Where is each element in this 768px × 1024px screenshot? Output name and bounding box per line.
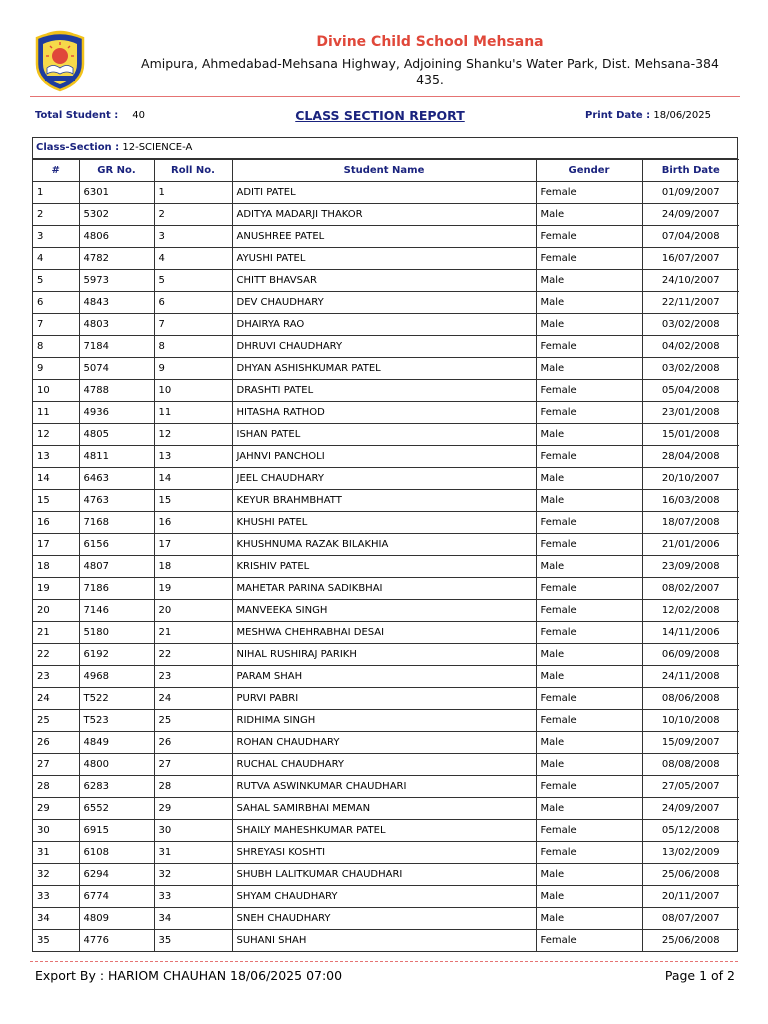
table-row — [33, 688, 739, 710]
roll-no: 17 — [154, 534, 232, 556]
class-section — [33, 138, 737, 159]
gender: Female — [536, 820, 642, 842]
gr-no: 4807 — [79, 556, 154, 578]
table-row — [33, 226, 739, 248]
birth-date: 15/09/2007 — [642, 732, 739, 754]
roll-no: 18 — [154, 556, 232, 578]
table-row — [33, 908, 739, 930]
birth-date: 28/04/2008 — [642, 446, 739, 468]
gender: Female — [536, 512, 642, 534]
gender: Female — [536, 776, 642, 798]
table-row — [33, 182, 739, 204]
student-name: KEYUR BRAHMBHATT — [232, 490, 536, 512]
roll-no: 5 — [154, 270, 232, 292]
gr-no: 7184 — [79, 336, 154, 358]
row-index: 30 — [33, 820, 79, 842]
student-name: AYUSHI PATEL — [232, 248, 536, 270]
gender: Female — [536, 182, 642, 204]
school-crest-logo — [31, 30, 89, 92]
table-row — [33, 710, 739, 732]
roll-no: 7 — [154, 314, 232, 336]
table-row — [33, 622, 739, 644]
footer-divider — [30, 961, 738, 962]
gender: Female — [536, 336, 642, 358]
gr-no: 6915 — [79, 820, 154, 842]
birth-date: 16/07/2007 — [642, 248, 739, 270]
header-index: # — [33, 160, 79, 182]
table-row — [33, 732, 739, 754]
student-name: SHUBH LALITKUMAR CHAUDHARI — [232, 864, 536, 886]
birth-date: 24/09/2007 — [642, 204, 739, 226]
gr-no: 6463 — [79, 468, 154, 490]
birth-date: 03/02/2008 — [642, 358, 739, 380]
table-row — [33, 424, 739, 446]
student-name: ISHAN PATEL — [232, 424, 536, 446]
roll-no: 10 — [154, 380, 232, 402]
birth-date: 20/10/2007 — [642, 468, 739, 490]
student-name: RUTVA ASWINKUMAR CHAUDHARI — [232, 776, 536, 798]
table-row — [33, 380, 739, 402]
table-row — [33, 512, 739, 534]
roll-no: 27 — [154, 754, 232, 776]
gr-no: 6156 — [79, 534, 154, 556]
roll-no: 14 — [154, 468, 232, 490]
row-index: 11 — [33, 402, 79, 424]
roll-no: 34 — [154, 908, 232, 930]
roll-no: 31 — [154, 842, 232, 864]
gender: Male — [536, 204, 642, 226]
gender: Male — [536, 732, 642, 754]
roll-no: 6 — [154, 292, 232, 314]
gr-no: 7186 — [79, 578, 154, 600]
gender: Female — [536, 380, 642, 402]
roll-no: 35 — [154, 930, 232, 952]
row-index: 19 — [33, 578, 79, 600]
gender: Female — [536, 248, 642, 270]
gender: Female — [536, 226, 642, 248]
row-index: 9 — [33, 358, 79, 380]
gender: Male — [536, 270, 642, 292]
total-student-value: 40 — [132, 110, 145, 121]
birth-date: 23/01/2008 — [642, 402, 739, 424]
roll-no: 28 — [154, 776, 232, 798]
gr-no: 7168 — [79, 512, 154, 534]
row-index: 7 — [33, 314, 79, 336]
gr-no: 4968 — [79, 666, 154, 688]
table-row — [33, 534, 739, 556]
birth-date: 24/11/2008 — [642, 666, 739, 688]
roll-no: 2 — [154, 204, 232, 226]
roll-no: 4 — [154, 248, 232, 270]
row-index: 15 — [33, 490, 79, 512]
student-table-container — [32, 137, 738, 952]
gr-no: 5302 — [79, 204, 154, 226]
gr-no: 4849 — [79, 732, 154, 754]
student-name: PURVI PABRI — [232, 688, 536, 710]
table-row — [33, 776, 739, 798]
row-index: 20 — [33, 600, 79, 622]
row-index: 29 — [33, 798, 79, 820]
table-row — [33, 446, 739, 468]
table-row — [33, 578, 739, 600]
birth-date: 08/07/2007 — [642, 908, 739, 930]
birth-date: 10/10/2008 — [642, 710, 739, 732]
roll-no: 30 — [154, 820, 232, 842]
student-table — [33, 159, 739, 951]
row-index: 28 — [33, 776, 79, 798]
row-index: 2 — [33, 204, 79, 226]
gender: Female — [536, 578, 642, 600]
student-name: SHREYASI KOSHTI — [232, 842, 536, 864]
roll-no: 12 — [154, 424, 232, 446]
table-row — [33, 336, 739, 358]
roll-no: 19 — [154, 578, 232, 600]
row-index: 33 — [33, 886, 79, 908]
table-row — [33, 248, 739, 270]
row-index: 13 — [33, 446, 79, 468]
gr-no: 5074 — [79, 358, 154, 380]
student-name: DEV CHAUDHARY — [232, 292, 536, 314]
gr-no: 4806 — [79, 226, 154, 248]
roll-no: 29 — [154, 798, 232, 820]
gr-no: 6301 — [79, 182, 154, 204]
row-index: 31 — [33, 842, 79, 864]
student-name: SAHAL SAMIRBHAI MEMAN — [232, 798, 536, 820]
header-gender: Gender — [536, 160, 642, 182]
print-date — [585, 110, 711, 121]
school-address: Amipura, Ahmedabad-Mehsana Highway, Adjoining Shanku's Water Park, Dist. Mehsana-384 435. — [141, 56, 719, 87]
student-name: KHUSHNUMA RAZAK BILAKHIA — [232, 534, 536, 556]
student-name: ROHAN CHAUDHARY — [232, 732, 536, 754]
gender: Male — [536, 424, 642, 446]
gr-no: 6283 — [79, 776, 154, 798]
birth-date: 08/08/2008 — [642, 754, 739, 776]
gr-no: 4763 — [79, 490, 154, 512]
roll-no: 22 — [154, 644, 232, 666]
row-index: 21 — [33, 622, 79, 644]
table-row — [33, 644, 739, 666]
gender: Male — [536, 798, 642, 820]
birth-date: 24/10/2007 — [642, 270, 739, 292]
student-name: JAHNVI PANCHOLI — [232, 446, 536, 468]
birth-date: 08/02/2007 — [642, 578, 739, 600]
student-name: SHYAM CHAUDHARY — [232, 886, 536, 908]
birth-date: 07/04/2008 — [642, 226, 739, 248]
gender: Female — [536, 710, 642, 732]
birth-date: 21/01/2006 — [642, 534, 739, 556]
gr-no: T522 — [79, 688, 154, 710]
student-name: PARAM SHAH — [232, 666, 536, 688]
table-row — [33, 556, 739, 578]
gr-no: 4809 — [79, 908, 154, 930]
row-index: 3 — [33, 226, 79, 248]
gender: Male — [536, 314, 642, 336]
header-student-name: Student Name — [232, 160, 536, 182]
row-index: 32 — [33, 864, 79, 886]
gr-no: 4803 — [79, 314, 154, 336]
gender: Male — [536, 358, 642, 380]
export-info: Export By : HARIOM CHAUHAN 18/06/2025 07:00 — [35, 968, 343, 983]
table-header-row — [33, 160, 739, 182]
table-row — [33, 402, 739, 424]
birth-date: 12/02/2008 — [642, 600, 739, 622]
gr-no: 5180 — [79, 622, 154, 644]
roll-no: 16 — [154, 512, 232, 534]
birth-date: 27/05/2007 — [642, 776, 739, 798]
student-name: ADITYA MADARJI THAKOR — [232, 204, 536, 226]
student-name: ADITI PATEL — [232, 182, 536, 204]
print-date-label: Print Date : — [585, 110, 651, 121]
roll-no: 3 — [154, 226, 232, 248]
table-row — [33, 600, 739, 622]
gender: Female — [536, 930, 642, 952]
total-student — [35, 110, 145, 121]
student-name: RIDHIMA SINGH — [232, 710, 536, 732]
table-body — [33, 182, 739, 952]
gr-no: 6774 — [79, 886, 154, 908]
roll-no: 25 — [154, 710, 232, 732]
birth-date: 25/06/2008 — [642, 864, 739, 886]
gender: Male — [536, 886, 642, 908]
table-row — [33, 798, 739, 820]
student-name: RUCHAL CHAUDHARY — [232, 754, 536, 776]
birth-date: 03/02/2008 — [642, 314, 739, 336]
row-index: 6 — [33, 292, 79, 314]
roll-no: 32 — [154, 864, 232, 886]
gender: Female — [536, 402, 642, 424]
student-name: DHYAN ASHISHKUMAR PATEL — [232, 358, 536, 380]
gr-no: 4776 — [79, 930, 154, 952]
table-row — [33, 468, 739, 490]
row-index: 18 — [33, 556, 79, 578]
table-row — [33, 490, 739, 512]
gr-no: 6294 — [79, 864, 154, 886]
table-row — [33, 358, 739, 380]
student-name: KHUSHI PATEL — [232, 512, 536, 534]
table-row — [33, 270, 739, 292]
roll-no: 8 — [154, 336, 232, 358]
birth-date: 13/02/2009 — [642, 842, 739, 864]
gender: Female — [536, 534, 642, 556]
student-name: MESHWA CHEHRABHAI DESAI — [232, 622, 536, 644]
roll-no: 20 — [154, 600, 232, 622]
table-row — [33, 886, 739, 908]
roll-no: 1 — [154, 182, 232, 204]
gender: Female — [536, 622, 642, 644]
gender: Male — [536, 666, 642, 688]
roll-no: 9 — [154, 358, 232, 380]
roll-no: 21 — [154, 622, 232, 644]
student-name: NIHAL RUSHIRAJ PARIKH — [232, 644, 536, 666]
table-row — [33, 314, 739, 336]
row-index: 27 — [33, 754, 79, 776]
gender: Male — [536, 908, 642, 930]
gender: Female — [536, 600, 642, 622]
gender: Male — [536, 754, 642, 776]
student-name: SHAILY MAHESHKUMAR PATEL — [232, 820, 536, 842]
roll-no: 26 — [154, 732, 232, 754]
student-name: DHAIRYA RAO — [232, 314, 536, 336]
row-index: 23 — [33, 666, 79, 688]
header-gr-no: GR No. — [79, 160, 154, 182]
row-index: 34 — [33, 908, 79, 930]
gr-no: 4811 — [79, 446, 154, 468]
gr-no: 4843 — [79, 292, 154, 314]
table-row — [33, 864, 739, 886]
gender: Male — [536, 490, 642, 512]
print-date-value: 18/06/2025 — [653, 110, 711, 121]
page-number: Page 1 of 2 — [664, 968, 735, 983]
gr-no: 4936 — [79, 402, 154, 424]
birth-date: 18/07/2008 — [642, 512, 739, 534]
header-roll-no: Roll No. — [154, 160, 232, 182]
row-index: 24 — [33, 688, 79, 710]
class-section-label: Class-Section : — [36, 142, 120, 153]
roll-no: 33 — [154, 886, 232, 908]
row-index: 26 — [33, 732, 79, 754]
gr-no: 4782 — [79, 248, 154, 270]
report-title: CLASS SECTION REPORT — [295, 108, 465, 123]
row-index: 35 — [33, 930, 79, 952]
gr-no: 4800 — [79, 754, 154, 776]
student-name: DHRUVI CHAUDHARY — [232, 336, 536, 358]
student-name: CHITT BHAVSAR — [232, 270, 536, 292]
class-section-value: 12-SCIENCE-A — [122, 142, 193, 153]
row-index: 14 — [33, 468, 79, 490]
table-row — [33, 204, 739, 226]
student-name: DRASHTI PATEL — [232, 380, 536, 402]
birth-date: 24/09/2007 — [642, 798, 739, 820]
student-name: KRISHIV PATEL — [232, 556, 536, 578]
birth-date: 22/11/2007 — [642, 292, 739, 314]
roll-no: 23 — [154, 666, 232, 688]
gender: Male — [536, 468, 642, 490]
row-index: 17 — [33, 534, 79, 556]
student-name: ANUSHREE PATEL — [232, 226, 536, 248]
row-index: 12 — [33, 424, 79, 446]
birth-date: 04/02/2008 — [642, 336, 739, 358]
table-row — [33, 930, 739, 952]
roll-no: 15 — [154, 490, 232, 512]
gender: Male — [536, 556, 642, 578]
gender: Male — [536, 644, 642, 666]
gender: Female — [536, 688, 642, 710]
table-row — [33, 842, 739, 864]
student-name: MAHETAR PARINA SADIKBHAI — [232, 578, 536, 600]
birth-date: 05/12/2008 — [642, 820, 739, 842]
gr-no: 6192 — [79, 644, 154, 666]
roll-no: 13 — [154, 446, 232, 468]
birth-date: 06/09/2008 — [642, 644, 739, 666]
row-index: 8 — [33, 336, 79, 358]
birth-date: 15/01/2008 — [642, 424, 739, 446]
gr-no: 7146 — [79, 600, 154, 622]
gr-no: 6552 — [79, 798, 154, 820]
table-row — [33, 666, 739, 688]
student-name: MANVEEKA SINGH — [232, 600, 536, 622]
roll-no: 24 — [154, 688, 232, 710]
student-name: HITASHA RATHOD — [232, 402, 536, 424]
row-index: 1 — [33, 182, 79, 204]
header-birth-date: Birth Date — [642, 160, 739, 182]
gr-no: T523 — [79, 710, 154, 732]
roll-no: 11 — [154, 402, 232, 424]
gender: Male — [536, 864, 642, 886]
student-name: JEEL CHAUDHARY — [232, 468, 536, 490]
birth-date: 01/09/2007 — [642, 182, 739, 204]
row-index: 22 — [33, 644, 79, 666]
gender: Male — [536, 292, 642, 314]
row-index: 5 — [33, 270, 79, 292]
birth-date: 05/04/2008 — [642, 380, 739, 402]
gender: Female — [536, 842, 642, 864]
birth-date: 08/06/2008 — [642, 688, 739, 710]
gr-no: 4788 — [79, 380, 154, 402]
birth-date: 16/03/2008 — [642, 490, 739, 512]
row-index: 10 — [33, 380, 79, 402]
birth-date: 25/06/2008 — [642, 930, 739, 952]
birth-date: 20/11/2007 — [642, 886, 739, 908]
gr-no: 5973 — [79, 270, 154, 292]
gr-no: 6108 — [79, 842, 154, 864]
birth-date: 14/11/2006 — [642, 622, 739, 644]
gr-no: 4805 — [79, 424, 154, 446]
table-row — [33, 820, 739, 842]
student-name: SNEH CHAUDHARY — [232, 908, 536, 930]
row-index: 4 — [33, 248, 79, 270]
table-row — [33, 754, 739, 776]
header-divider — [30, 96, 740, 97]
total-student-label: Total Student : — [35, 110, 119, 121]
row-index: 25 — [33, 710, 79, 732]
row-index: 16 — [33, 512, 79, 534]
birth-date: 23/09/2008 — [642, 556, 739, 578]
school-name: Divine Child School Mehsana — [316, 34, 544, 50]
table-row — [33, 292, 739, 314]
student-name: SUHANI SHAH — [232, 930, 536, 952]
gender: Female — [536, 446, 642, 468]
